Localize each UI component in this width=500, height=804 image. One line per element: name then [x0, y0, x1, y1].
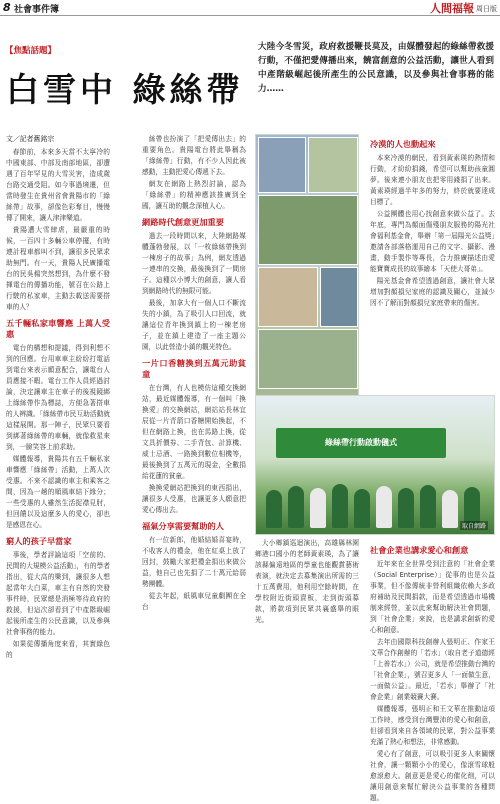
person — [332, 484, 348, 528]
headline: 白雪中 綠絲帶 — [6, 70, 244, 109]
paragraph: 過去一段時間以來，大陸網路媒體蓬勃發展，以「一枚綠絲帶換到一棟房子的故事」為例，網友透過一連串的交換，最後換到了一間房子。這種以小博大的創意，讓人看到網路時代的無限可能。 — [142, 232, 246, 295]
person — [398, 488, 414, 528]
focus-tag: 【焦點話題】 — [5, 46, 57, 56]
column-1 — [6, 134, 110, 690]
photo-credit: 取自網路 — [461, 523, 486, 530]
paragraph: 有一位新郎，他婚結婚喜宴時，不收客人的禮金，他在紅桌上放了回封，鼓勵大家把禮金捐出來做公益，他自己也先捐了二十萬元給弱勢團體。 — [142, 536, 246, 588]
paragraph: 從去年起，紙風車兒童劇團在全台 — [142, 592, 246, 611]
photo-tile — [258, 329, 358, 389]
column-4-top — [370, 134, 495, 394]
paragraph: 電台的構想和提議，得到利想不到的回應。台用車車主紛紛打電話到電台來表示願意配合，讓電台人員應接不暇。電台工作人員經過討論，決定讓車主在車子的後視鏡綁上綠絲帶作為標誌，方便急著搭車的人辨識。「綠絲帶市民互助活動就這樣展開。那一陣子，民眾只要看到綁著綠絲帶的車輛，就像救星來到，一臉笑容上前求助。 — [6, 344, 110, 451]
person — [266, 490, 282, 528]
person — [376, 486, 392, 528]
paragraph: 換換愛網站把換到的東西捐出，讓很多人受惠，也讓更多人願意把愛心傳出去。 — [142, 484, 246, 514]
subhead: 五千輛私家車響應 上萬人受惠 — [6, 318, 110, 339]
byline: 文／記者舊銘宗 — [6, 135, 55, 143]
lead-paragraph: 大陸今冬雪災，政府救援鞭長莫及，由媒體發起的綠絲帶救援行動，不僅把愛傳播出來，饒富創意的公益活動，讓世人看到中產階級崛起後所產生的公民意識，以及參與社會事務的能力…… — [258, 42, 494, 94]
event-photo — [255, 395, 495, 535]
person — [354, 489, 370, 528]
paragraph: 春節前，本來多天當不太寧冷的中國東部、中部及南部地區，卻遭遇了百年罕見的大雪災害，造成歲台路交通受阻。如今事過境遷，但當時發生在貴州省會貴陽市的「綠絲帶」故事，卻像色彩奪目，慢慢傳了開來，讓人津津樂道。 — [6, 148, 110, 222]
person — [310, 488, 326, 528]
paragraph: 絲帶也扮演了「把愛傳出去」的重要角色。貴陽電台將此舉稱為「綠絲帶」行動，有不少人因此被感動，主動把愛心傳遞下去。 — [142, 135, 246, 176]
paragraph: 媒體報導，張明正和王文華在推動這項工作時，感受到台灣豐沛的愛心和創意，但卻看到來自各領域的民眾，對公益事業充滿了熱心和想法，非常感動。 — [370, 705, 495, 746]
paragraph: 陽光基金會希望透過創意，讓社會大眾增加對顏損兒家庭的認識及關心，並減少因不了解而對顏損兒家庭帶來的傷害。 — [370, 277, 495, 307]
event-banner: 綠絲帶行動啟動儀式 — [276, 428, 446, 458]
subhead: 一片口香糖換到五萬元助貧童 — [142, 358, 246, 379]
person — [288, 486, 304, 528]
people-group — [266, 482, 486, 528]
paragraph: 愛心有了創意，可以吸引更多人來關懷社會，讓一顆顆小小的愛心，像滾雪球般愈滾愈大。創意更是愛心的催化劑，可以讓用創意來幫忙解決公益事業的各種問題。 — [370, 750, 495, 802]
paragraph: 媒體報導，貴陽共有五千輛私家車響應「綠絲帶」活動，上萬人次受惠。不來不認識的車主和乘客之間，因為一趟的順風車結下緣分；一些受惠的人雖然生活捉襟見肘，但回饋以及這麼多人的愛心，卻也是感恩在心。 — [6, 455, 110, 529]
paragraph: 如果從傳播角度來看，其實綠色的 — [6, 640, 110, 659]
column-3 — [255, 538, 359, 690]
paragraph: 去年由國際科技創辦人張明正、作家王文華合作創辦的「若水」（取自老子道德經「上善若水」）公司，就是希望推動台灣的「社會企業」，號召更多人「一面做生意，一面做公益」。最近，「若水」舉辦了「社會企業」創業競賽大賽。 — [370, 638, 495, 701]
paragraph: 在台灣，有人也模仿這種交換網站，最近媒體報導，有一個叫「換換愛」的交換網站，網站站長林宜辰從一片青箭口香糖開始換起，不但在網路上換，也在馬路上換，從文具折價券、二手背包、計算機、威士忌酒、一路換到數位相機等，最後換到了五萬元的現金，全數捐給花蓮的貧童。 — [142, 384, 246, 480]
paragraph: 事後，學者評論這項「空前的、民間的大規模公益活動」，有的學者指出，從大高的樂到，讓很多人想起當年大白菜，車主有自然的突發事件時，民眾總是消極等待政府的救援，但這次卻看到了中產階級崛起後所產生的公民意識，以及參與社會事務的能力。 — [6, 551, 110, 636]
photo-tile — [308, 137, 358, 193]
paragraph: 最後，加拿大有一個人口不斷流失的小鎮，為了吸引人口回流，就讓這位青年換到鎮上的一棟老房子，並在鎮上建造了一座主題公園，以此營造小鎮的觀光特色。 — [142, 299, 246, 351]
paragraph: 本來冷漠的網民，看到黃素瑛的熱情和行動，才紛紛捐錢，希望可以幫助孩童圓夢。後來連小朋友也把零用錢捐了出來。黃素瑛經過半年多的努力，終於就要達成目標了。 — [370, 154, 495, 206]
page-number: 8 — [3, 1, 11, 14]
photo-tile — [258, 137, 306, 193]
photo-tile — [258, 195, 358, 265]
photo-tile — [258, 267, 318, 327]
paragraph: 公益團體也用心找創意來做公益了。去年底，專門為顏面傷殘朋友服務的陽光社會福利基金會，舉辦「第一屆陽光公益獎」邀請各部落格運用自己的文字、攝影、漫畫，動手製作等專長，合力推廣描述由愛能寶寶成長的故事繪本「天使大哥弟」。 — [370, 210, 495, 273]
column-2 — [142, 134, 246, 690]
column-4-bottom — [370, 540, 495, 802]
person — [420, 485, 436, 528]
paragraph: 大小鄉鎮巡迴演出，高雄縣林園鄉港口國小的老師黃素瑛，為了讓該縣偏遠地區的學童也能觀賞藝術表演，就決定去募集演出所需的三十五萬費用，他利用空餘時間，在學校附近街頭賣板，走到街頭募款，將款項到民眾共襄盛舉的眼光。 — [255, 539, 359, 624]
subhead: 窮人的孩子早當家 — [6, 536, 72, 546]
paragraph: 網友在網路上熱烈討論，認為「綠絲帶」的精神應該推廣到全國，讓互助的觀念深植人心。 — [142, 180, 246, 210]
subhead: 網路時代創意更加重要 — [142, 217, 224, 227]
publication-edition: 周日版 — [476, 5, 497, 13]
subhead: 冷漠的人也動起來 — [370, 139, 436, 149]
section-name: 社會事件簿 — [14, 5, 60, 15]
subhead: 福氣分享需要幫助的人 — [142, 521, 224, 531]
photo-tile — [320, 267, 358, 327]
person — [442, 490, 458, 528]
paragraph: 貴陽遭大雪肆虐，最嚴重的時候，一百四十多輛公車停擺，有時連計程車都叫不到，讓很多民眾求助無門。有一天，貴陽人民廣播電台的民吳楊突然想到，為什麼不發揮電台的傳播功能，號召在公路上行駛的私家車，主動去載送需要搭車的人？ — [6, 226, 110, 311]
page-header — [0, 0, 500, 16]
publication-logo: 人間福報 — [430, 2, 474, 15]
paragraph: 近年來在全世界受到注意的「社會企業（Social Enterprise）」從事的也是公益事業，但不像傳統非營利組織依賴大多政府補助及民間捐款，而是希望透過市場機制來經營，並以此來幫助解決社會問題，到「社會企業」來說，也是講求創新的愛心和創意。 — [370, 560, 495, 634]
subhead: 社會企業也講求愛心和創意 — [370, 545, 469, 555]
